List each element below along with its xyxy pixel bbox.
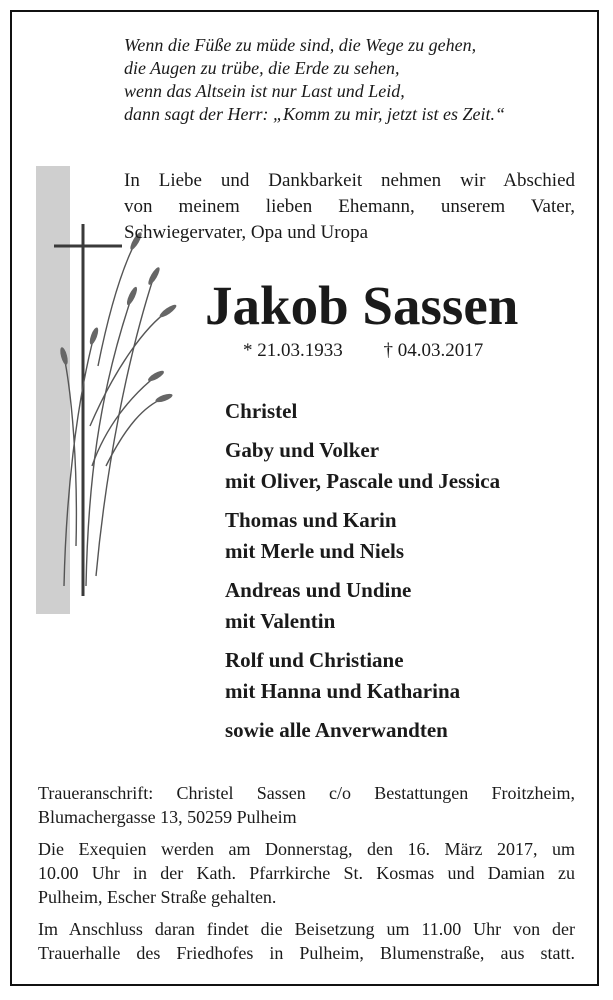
mourning-address xyxy=(38,781,575,829)
service-line: Pulheim, Escher Straße gehalten. xyxy=(38,887,277,907)
family-line: mit Valentin xyxy=(225,609,336,633)
burial-line: Trauerhalle des Friedhofes in Pulheim, Blumenstraße, aus statt. xyxy=(38,943,575,963)
intro-line: Schwiegervater, Opa und Uropa xyxy=(124,222,369,243)
family-group xyxy=(225,435,595,497)
service-line: 10.00 Uhr in der Kath. Pfarrkirche St. Kosmas und Damian zu xyxy=(38,863,575,883)
burial-info xyxy=(38,917,575,965)
family-group xyxy=(225,645,595,707)
family-line: mit Oliver, Pascale und Jessica xyxy=(225,469,501,493)
intro-line: von meinem lieben Ehemann, unserem Vater, xyxy=(124,196,575,217)
life-dates xyxy=(243,340,483,362)
poem-line: die Augen zu trübe, die Erde zu sehen, xyxy=(124,58,400,78)
address-line: Blumachergasse 13, 50259 Pulheim xyxy=(38,807,297,827)
family-line: mit Hanna und Katharina xyxy=(225,679,461,703)
poem-line: wenn das Altsein ist nur Last und Leid, xyxy=(124,81,405,101)
poem xyxy=(124,34,594,126)
footer-info xyxy=(38,781,575,973)
wheat-icon xyxy=(64,241,168,586)
intro-text xyxy=(124,168,575,246)
family-line: Thomas und Karin xyxy=(225,508,397,532)
family-group xyxy=(225,396,595,427)
intro-line: In Liebe und Dankbarkeit nehmen wir Abschied xyxy=(124,170,575,191)
family-list xyxy=(225,396,595,754)
family-line: Rolf und Christiane xyxy=(225,648,404,672)
birth-date: * 21.03.1933 xyxy=(243,340,343,361)
family-line: sowie alle Anverwandten xyxy=(225,718,448,742)
family-line: Gaby und Volker xyxy=(225,438,380,462)
poem-line: dann sagt der Herr: „Komm zu mir, jetzt ist es Zeit.“ xyxy=(124,104,506,124)
service-info xyxy=(38,837,575,909)
poem-line: Wenn die Füße zu müde sind, die Wege zu gehen, xyxy=(124,35,477,55)
service-line: Die Exequien werden am Donnerstag, den 16. März 2017, um xyxy=(38,839,575,859)
family-line: Christel xyxy=(225,399,298,423)
family-group xyxy=(225,715,595,746)
family-line: Andreas und Undine xyxy=(225,578,412,602)
family-group xyxy=(225,505,595,567)
death-date: † 04.03.2017 xyxy=(383,340,484,361)
address-line: Traueranschrift: Christel Sassen c/o Bestattungen Froitzheim, xyxy=(38,783,575,803)
burial-line: Im Anschluss daran findet die Beisetzung um 11.00 Uhr von der xyxy=(38,919,575,939)
family-line: mit Merle und Niels xyxy=(225,539,405,563)
family-group xyxy=(225,575,595,637)
deceased-name: Jakob Sassen xyxy=(205,275,519,336)
